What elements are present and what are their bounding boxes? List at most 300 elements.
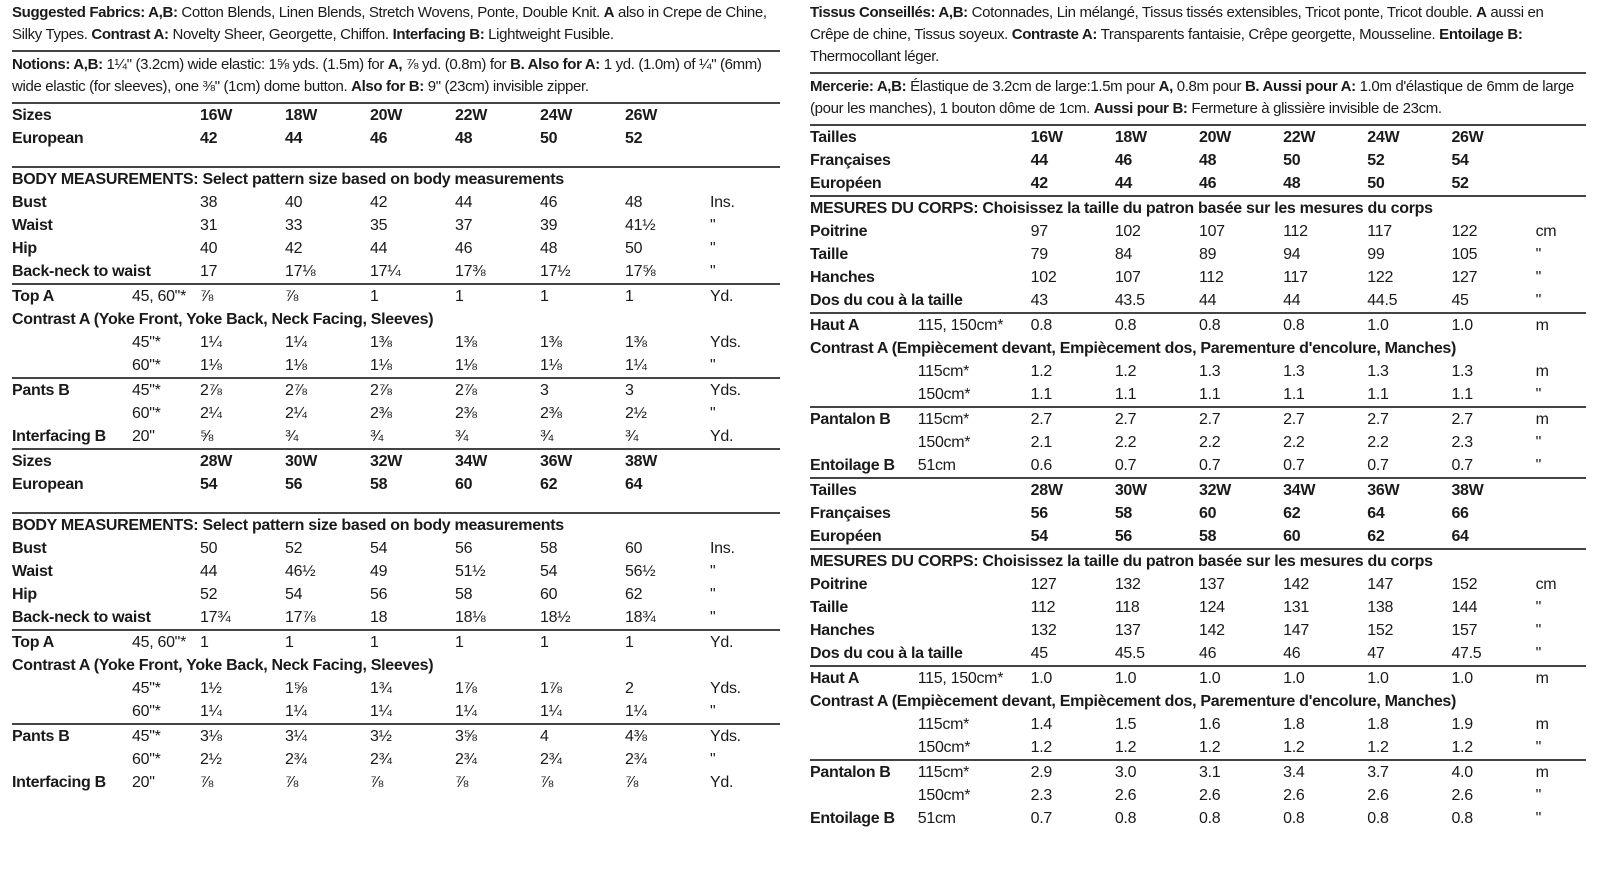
contrast-value: 1⅜ — [455, 334, 477, 351]
pants-unit: " — [1535, 787, 1541, 804]
contrast-value: 1.2 — [1283, 739, 1305, 756]
measurement-spacer — [918, 573, 1031, 596]
interfacing-row-width: 51cm — [917, 810, 956, 827]
body-measurements-section — [12, 512, 780, 629]
measurement-value: 37 — [455, 217, 473, 234]
interfacing-row-label: Interfacing B — [12, 774, 106, 791]
contrast-unit: " — [1535, 739, 1541, 756]
measurement-unit: " — [1535, 622, 1541, 639]
size-value: 56 — [285, 476, 303, 493]
measurement-label: Taille — [810, 246, 848, 263]
contrast-unit: m — [1535, 716, 1549, 733]
contrast-value: 1¼ — [370, 703, 392, 720]
measurement-unit: " — [710, 586, 716, 603]
interfacing-row-value: ¾ — [455, 428, 469, 445]
top-row-unit: Yd. — [710, 634, 734, 651]
pants-value: 2.7 — [1030, 411, 1053, 428]
pants-yardage-section — [810, 406, 1586, 477]
pants-value: 2.6 — [1283, 787, 1305, 804]
notions-also-b: Aussi pour B: — [1093, 100, 1188, 117]
measurement-value: 17⅛ — [285, 263, 316, 280]
size-row-label: Françaises — [810, 505, 891, 522]
size-value: 24W — [540, 107, 572, 124]
contrast-value: 1.1 — [1451, 386, 1473, 403]
measurement-row — [12, 191, 780, 214]
top-row — [810, 314, 1586, 337]
top-row-value: 1 — [455, 288, 464, 305]
suggested-fabrics-section — [12, 0, 780, 50]
top-row-value: 1 — [370, 634, 379, 651]
contrast-unit: " — [1535, 386, 1541, 403]
size-value: 64 — [1367, 505, 1385, 522]
measurement-value: 38 — [200, 194, 218, 211]
measurement-label: Back-neck to waist — [12, 609, 151, 626]
size-value: 32W — [370, 453, 402, 470]
measurement-spacer — [918, 243, 1031, 266]
size-value: 30W — [1114, 482, 1147, 499]
measurement-value: 41½ — [625, 217, 656, 234]
size-row-unit — [1536, 126, 1586, 149]
pants-row — [810, 761, 1586, 784]
fabrics-text: Cotonnades, Lin mélangé, Tissus tissés extensibles, Tricot ponte, Tricot double. — [967, 4, 1477, 21]
measurement-value: 157 — [1451, 622, 1478, 639]
contrast-value: 1⅜ — [625, 334, 647, 351]
measurement-value: 152 — [1451, 576, 1478, 593]
contrast-row-width: 150cm* — [917, 739, 971, 756]
measurement-value: 50 — [200, 540, 218, 557]
size-value: 58 — [1198, 528, 1217, 545]
pants-value: 2¾ — [455, 751, 477, 768]
measurement-value: 52 — [200, 586, 218, 603]
size-row — [12, 450, 780, 473]
size-value: 44 — [285, 130, 303, 147]
size-value: 16W — [1030, 129, 1063, 146]
contrast-value: 1¼ — [625, 703, 647, 720]
pants-row — [12, 379, 780, 402]
pants-table — [810, 761, 1586, 830]
measurement-unit: cm — [1535, 576, 1557, 593]
contrast-value: 2 — [625, 680, 634, 697]
interfacing-row-unit: Yd. — [710, 774, 734, 791]
measurement-value: 107 — [1114, 269, 1141, 286]
contrast-value: 1.4 — [1030, 716, 1053, 733]
notions-label: Notions: A,B: — [12, 56, 103, 73]
pants-value: 3 — [540, 382, 549, 399]
measurement-value: 47 — [1367, 645, 1385, 662]
measurement-value: 17⅜ — [455, 263, 486, 280]
fabrics-label: Tissus Conseillés: A,B: — [810, 4, 968, 21]
top-row-width: 45, 60"* — [132, 634, 186, 651]
measurement-label: Hip — [12, 240, 37, 257]
size-value: 62 — [1283, 505, 1301, 522]
pants-value: 2.6 — [1114, 787, 1137, 804]
pants-value: 2¾ — [540, 751, 562, 768]
measurement-value: 142 — [1198, 622, 1225, 639]
pants-unit: Yds. — [710, 728, 741, 745]
interfacing-row-value: 0.8 — [1283, 810, 1305, 827]
measurement-value: 122 — [1451, 223, 1478, 240]
contrast-row-label — [810, 383, 918, 406]
pants-width: 150cm* — [917, 434, 971, 451]
notions-text-4: Fermeture à glissière invisible de 23cm. — [1187, 100, 1442, 117]
measurement-row — [810, 220, 1586, 243]
measurement-value: 105 — [1451, 246, 1478, 263]
interfacing-row-width: 20" — [132, 428, 155, 445]
measurement-row — [810, 266, 1586, 289]
top-row — [810, 667, 1586, 690]
sizes-section — [12, 102, 780, 166]
measurement-unit: " — [710, 563, 716, 580]
pants-value: 3.1 — [1198, 764, 1221, 781]
measurement-label: Poitrine — [810, 576, 868, 593]
pants-value: 2.9 — [1030, 764, 1053, 781]
measurement-value: 56½ — [625, 563, 656, 580]
contrast-table — [12, 677, 780, 723]
interfacing-row-label: Entoilage B — [810, 810, 895, 827]
measurement-row — [810, 573, 1586, 596]
body-measurements-table — [810, 573, 1586, 665]
size-row-spacer — [918, 126, 1031, 149]
pants-value: 2.7 — [1198, 411, 1221, 428]
measurement-value: 48 — [540, 240, 558, 257]
size-value: 38W — [625, 453, 657, 470]
measurement-value: 46 — [1198, 645, 1217, 662]
contrast-row-label — [810, 713, 918, 736]
top-row-value: 1 — [625, 634, 634, 651]
measurement-value: 122 — [1367, 269, 1394, 286]
measurement-value: 137 — [1114, 622, 1141, 639]
interfacing-row — [12, 425, 780, 448]
size-value: 62 — [1367, 528, 1385, 545]
size-row-label: Tailles — [810, 129, 857, 146]
top-row-unit: m — [1535, 317, 1549, 334]
contrast-value: 1.8 — [1283, 716, 1305, 733]
pants-value: 3.7 — [1367, 764, 1389, 781]
size-value: 62 — [540, 476, 558, 493]
top-row — [12, 631, 780, 654]
size-value: 32W — [1198, 482, 1231, 499]
top-row-label: Top A — [12, 634, 55, 651]
size-value: 26W — [625, 107, 657, 124]
measurement-row — [810, 642, 1586, 665]
interfacing-row — [12, 771, 780, 794]
pants-value: 2.3 — [1030, 787, 1053, 804]
size-value: 36W — [1367, 482, 1400, 499]
measurement-label: Bust — [12, 194, 47, 211]
measurement-value: 35 — [370, 217, 388, 234]
size-value: 46 — [370, 130, 388, 147]
pants-value: 2¾ — [285, 751, 307, 768]
interfacing-row-value: 0.6 — [1030, 457, 1053, 474]
size-value: 42 — [1030, 175, 1048, 192]
body-measurements-section — [810, 548, 1586, 665]
pants-width: 115cm* — [917, 411, 970, 428]
top-row-value: 1.0 — [1367, 317, 1389, 334]
contrast-value: 1⅛ — [370, 357, 392, 374]
pants-value: 4.0 — [1451, 764, 1473, 781]
size-value: 66 — [1451, 505, 1469, 522]
top-row-value: 1 — [625, 288, 634, 305]
top-row-value: 1.0 — [1114, 670, 1137, 687]
pants-unit: " — [710, 751, 716, 768]
interfacing-row-value: 0.8 — [1451, 810, 1473, 827]
size-value: 52 — [625, 130, 643, 147]
fabrics-text: Cotton Blends, Linen Blends, Stretch Wovens, Ponte, Double Knit. — [177, 4, 604, 21]
contrast-value: 1⅞ — [540, 680, 562, 697]
notions-b: B. — [510, 56, 525, 73]
top-row-value: 0.8 — [1114, 317, 1137, 334]
interfacing-row-value: 0.7 — [1451, 457, 1473, 474]
size-value: 38W — [1451, 482, 1484, 499]
pants-width: 150cm* — [917, 787, 971, 804]
pants-unit: m — [1535, 411, 1549, 428]
body-measurements-header: MESURES DU CORPS: Choisissez la taille du patron basée sur les mesures du corps — [810, 200, 1433, 217]
pants-value: 2.7 — [1451, 411, 1473, 428]
top-row-value: 1 — [540, 288, 549, 305]
measurement-unit: " — [1535, 246, 1541, 263]
top-row-label: Haut A — [810, 670, 860, 687]
pants-value: 2.2 — [1198, 434, 1221, 451]
contrast-row-width: 60"* — [132, 357, 161, 374]
measurement-row — [12, 214, 780, 237]
size-row — [810, 502, 1586, 525]
measurement-value: 112 — [1030, 599, 1056, 616]
measurement-value: 48 — [625, 194, 643, 211]
interfacing-row-value: ¾ — [540, 428, 554, 445]
measurement-value: 44 — [1198, 292, 1217, 309]
measurement-spacer — [132, 537, 200, 560]
pants-yardage-section — [810, 759, 1586, 830]
measurement-value: 132 — [1114, 576, 1141, 593]
sizes-section — [12, 448, 780, 512]
size-value: 52 — [1451, 175, 1469, 192]
measurement-spacer — [132, 583, 200, 606]
size-value: 54 — [200, 476, 218, 493]
pants-unit: Yds. — [710, 382, 741, 399]
sizes-table — [12, 104, 780, 150]
size-row-spacer — [918, 149, 1031, 172]
contrast-row — [12, 677, 780, 700]
size-row — [810, 479, 1586, 502]
contrast-row-width: 45"* — [132, 680, 161, 697]
pants-value: 3.4 — [1283, 764, 1305, 781]
pants-value: 3.0 — [1114, 764, 1137, 781]
pants-width: 60"* — [132, 405, 161, 422]
measurement-spacer — [918, 596, 1031, 619]
size-value: 64 — [1451, 528, 1469, 545]
top-row-value: ⅞ — [200, 288, 214, 305]
measurement-value: 17⅞ — [285, 609, 316, 626]
measurement-label: Taille — [810, 599, 848, 616]
measurement-spacer — [132, 560, 200, 583]
contrast-unit: Yds. — [710, 680, 741, 697]
contrast-row — [810, 360, 1586, 383]
pants-value: 2⅞ — [285, 382, 307, 399]
contrast-row-label — [12, 677, 132, 700]
pants-label: Pants B — [12, 728, 70, 745]
contrast-row — [810, 736, 1586, 759]
notions-a: A, — [1158, 78, 1173, 95]
contrast-value: 1⅛ — [285, 357, 307, 374]
size-value: 56 — [1030, 505, 1048, 522]
top-yardage-section — [810, 665, 1586, 759]
measurement-unit: Ins. — [710, 540, 735, 557]
pants-value: 2.3 — [1451, 434, 1473, 451]
size-value: 42 — [200, 130, 218, 147]
contrast-row-label — [12, 331, 132, 354]
top-row-value: 1 — [540, 634, 549, 651]
fabrics-interfacing-label: Entoilage B: — [1439, 26, 1523, 43]
measurement-label: Hanches — [810, 269, 875, 286]
interfacing-row-unit: Yd. — [710, 428, 734, 445]
pants-label: Pantalon B — [810, 411, 891, 428]
measurement-value: 56 — [370, 586, 388, 603]
top-yardage-section — [12, 283, 780, 377]
top-row-value: 0.8 — [1030, 317, 1053, 334]
size-row-label: Françaises — [810, 152, 891, 169]
size-value: 24W — [1367, 129, 1400, 146]
measurement-value: 102 — [1114, 223, 1141, 240]
notions-text-2: 0.8m pour — [1172, 78, 1245, 95]
sizes-section — [810, 124, 1586, 195]
contrast-table — [810, 360, 1586, 406]
size-value: 28W — [1030, 482, 1063, 499]
fabrics-contrast-text: Transparents fantaisie, Crêpe georgette, Mousseline. — [1097, 26, 1440, 43]
measurement-row — [810, 596, 1586, 619]
pants-unit: " — [710, 405, 716, 422]
contrast-value: 1⅜ — [370, 334, 392, 351]
measurement-value: 58 — [455, 586, 473, 603]
measurement-value: 107 — [1198, 223, 1225, 240]
measurement-label: Hanches — [810, 622, 875, 639]
size-value: 58 — [1114, 505, 1133, 522]
top-row-width: 115, 150cm* — [917, 317, 1004, 334]
measurement-value: 102 — [1030, 269, 1057, 286]
fabrics-a-label: A — [1476, 4, 1487, 21]
interfacing-row — [810, 454, 1586, 477]
top-row-label: Haut A — [810, 317, 860, 334]
measurement-value: 132 — [1030, 622, 1057, 639]
notions-also-a: Aussi pour A: — [1259, 78, 1356, 95]
size-row — [810, 149, 1586, 172]
pants-yardage-section — [12, 377, 780, 448]
contrast-table — [810, 713, 1586, 759]
measurement-value: 51½ — [455, 563, 486, 580]
measurement-value: 147 — [1283, 622, 1309, 639]
measurement-value: 147 — [1367, 576, 1394, 593]
measurement-value: 45 — [1030, 645, 1048, 662]
top-table — [810, 314, 1586, 337]
pants-value: 2.6 — [1198, 787, 1221, 804]
suggested-fabrics-text — [12, 0, 780, 50]
fabrics-a-text: aussi en Crêpe de chine, Tissus soyeux. — [810, 4, 1544, 43]
size-row-spacer — [132, 127, 200, 150]
size-value: 60 — [1198, 505, 1217, 522]
body-measurements-section — [810, 195, 1586, 312]
size-value: 16W — [200, 107, 232, 124]
size-row-unit — [710, 127, 780, 150]
interfacing-row-label: Entoilage B — [810, 457, 895, 474]
size-row-unit — [1536, 149, 1586, 172]
measurement-value: 50 — [625, 240, 643, 257]
contrast-value: 1.5 — [1114, 716, 1137, 733]
interfacing-row-value: 0.7 — [1367, 457, 1389, 474]
contrast-value: 1¼ — [540, 703, 562, 720]
french-column — [810, 0, 1586, 830]
contrast-value: 1.1 — [1283, 386, 1305, 403]
contrast-value: 1.8 — [1367, 716, 1389, 733]
measurement-value: 54 — [370, 540, 388, 557]
contrast-value: 1.3 — [1367, 363, 1389, 380]
contrast-unit: " — [710, 703, 716, 720]
size-row-spacer — [132, 450, 200, 473]
measurement-row — [810, 619, 1586, 642]
measurement-unit: " — [710, 240, 716, 257]
pants-value: 2⅜ — [540, 405, 562, 422]
size-row-spacer — [132, 104, 200, 127]
pants-value: 2.2 — [1283, 434, 1305, 451]
contrast-value: 1¼ — [285, 703, 307, 720]
measurement-label: Waist — [12, 563, 53, 580]
notions-label: Mercerie: A,B: — [810, 78, 907, 95]
contrast-table — [12, 331, 780, 377]
size-value: 44 — [1114, 175, 1133, 192]
contrast-value: 1¼ — [200, 703, 222, 720]
measurement-value: 17 — [200, 263, 218, 280]
pants-label — [810, 784, 918, 807]
measurement-value: 33 — [285, 217, 303, 234]
fabrics-label: Suggested Fabrics: A,B: — [12, 4, 178, 21]
measurement-label: Back-neck to waist — [12, 263, 151, 280]
pants-value: 2½ — [625, 405, 647, 422]
pants-width: 45"* — [132, 382, 161, 399]
measurement-value: 46½ — [285, 563, 316, 580]
top-table — [12, 285, 780, 308]
contrast-row — [12, 331, 780, 354]
measurement-value: 43 — [1030, 292, 1048, 309]
measurement-row — [12, 537, 780, 560]
pants-value: 2¼ — [200, 405, 222, 422]
contrast-value: 1½ — [200, 680, 222, 697]
measurement-value: 45 — [1451, 292, 1469, 309]
measurement-row — [12, 606, 780, 629]
pants-value: 2⅜ — [455, 405, 477, 422]
fabrics-a-text: also in Crepe de Chine, Silky Types. — [12, 4, 767, 43]
notions-text-4: 9" (23cm) invisible zipper. — [423, 78, 589, 95]
size-value: 64 — [625, 476, 643, 493]
contrast-value: 1.3 — [1283, 363, 1305, 380]
measurement-value: 62 — [625, 586, 643, 603]
measurement-value: 60 — [540, 586, 558, 603]
interfacing-row-value: ¾ — [285, 428, 299, 445]
measurement-value: 44.5 — [1367, 292, 1398, 309]
pants-value: 3¼ — [285, 728, 307, 745]
measurement-value: 117 — [1283, 269, 1308, 286]
measurement-value: 18 — [370, 609, 388, 626]
pants-value: 2.7 — [1283, 411, 1305, 428]
measurement-value: 144 — [1451, 599, 1478, 616]
fabrics-a-label: A — [603, 4, 615, 21]
contrast-value: 1.9 — [1451, 716, 1473, 733]
suggested-fabrics-section — [810, 0, 1586, 72]
size-value: 48 — [455, 130, 473, 147]
measurement-unit: cm — [1535, 223, 1557, 240]
contrast-row-width: 45"* — [132, 334, 161, 351]
top-row-value: ⅞ — [285, 288, 299, 305]
pants-table — [810, 408, 1586, 477]
pants-value: 2.2 — [1114, 434, 1137, 451]
pants-yardage-section — [12, 723, 780, 794]
